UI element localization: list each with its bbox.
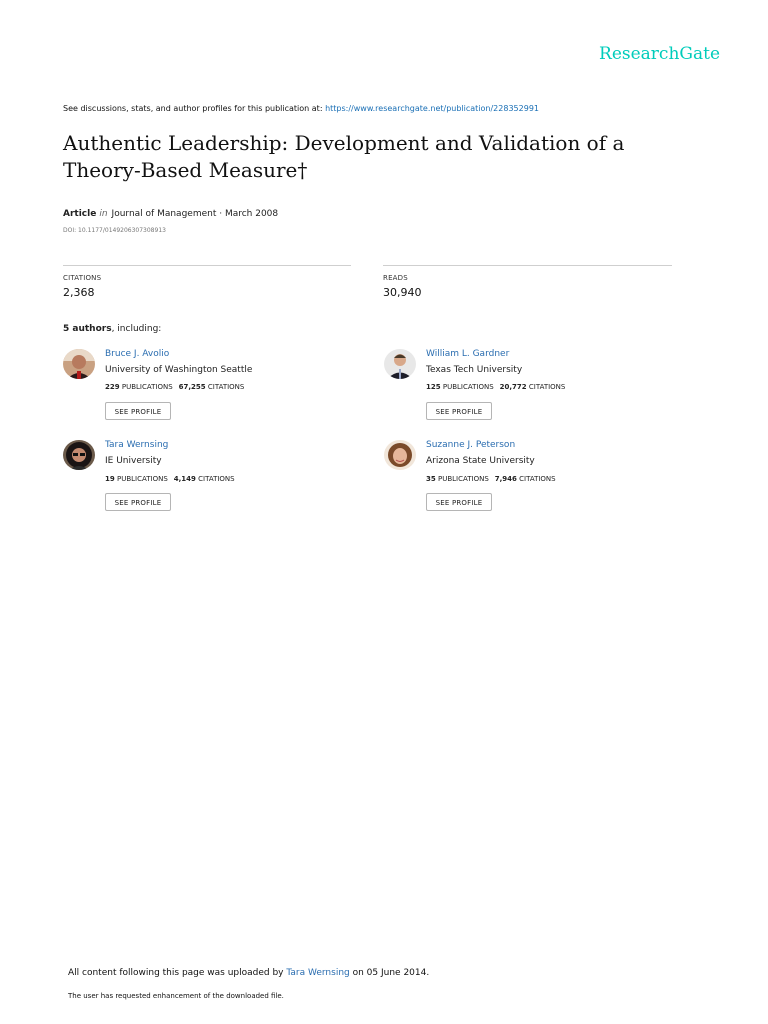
author-name[interactable]: William L. Gardner <box>426 349 510 359</box>
citations-label: CITATIONS <box>63 274 102 282</box>
publications-count: 35 <box>426 475 436 483</box>
citations-divider <box>63 265 351 266</box>
author-institution: IE University <box>105 456 162 466</box>
publications-count: 125 <box>426 383 441 391</box>
discussion-prefix: See discussions, stats, and author profiles for this publication at: <box>63 104 326 113</box>
citations-count: 20,772 <box>499 383 527 391</box>
citations-count: 67,255 <box>178 383 206 391</box>
avatar-photo-suzanne <box>384 440 416 470</box>
publications-count: 229 <box>105 383 120 391</box>
citations-label: CITATIONS <box>207 383 245 391</box>
citations-label: CITATIONS <box>519 475 556 483</box>
avatar[interactable] <box>63 349 95 379</box>
in-label: in <box>99 209 108 219</box>
author-institution: Arizona State University <box>426 456 535 466</box>
title-line-2: Theory-Based Measure† <box>63 158 308 182</box>
citations-count: 4,149 <box>173 475 196 483</box>
authors-count: 5 authors <box>63 324 112 334</box>
enhancement-note: The user has requested enhancement of the downloaded file. <box>68 992 284 1000</box>
avatar[interactable] <box>63 440 95 470</box>
reads-label: READS <box>383 274 408 282</box>
title-line-1: Authentic Leadership: Development and Validation of a <box>63 131 625 155</box>
author-institution: Texas Tech University <box>426 365 523 375</box>
publication-title <box>63 130 703 184</box>
upload-suffix: on 05 June 2014. <box>349 968 430 978</box>
authors-heading <box>63 324 161 334</box>
discussion-note <box>63 104 539 113</box>
upload-prefix: All content following this page was uploaded by <box>68 968 287 978</box>
see-profile-button[interactable]: SEE PROFILE <box>105 402 171 420</box>
publication-meta <box>63 209 278 219</box>
see-profile-button[interactable]: SEE PROFILE <box>105 493 171 511</box>
author-institution: University of Washington Seattle <box>105 365 253 375</box>
author-stats <box>105 475 235 483</box>
avatar-photo-tara <box>63 440 95 470</box>
article-type: Article <box>63 209 97 219</box>
author-stats <box>426 475 556 483</box>
publications-label: PUBLICATIONS <box>442 383 494 391</box>
journal-date: Journal of Management · March 2008 <box>111 209 279 219</box>
avatar[interactable] <box>384 349 416 379</box>
avatar-photo-william <box>384 349 416 379</box>
avatar-photo-bruce <box>63 349 95 379</box>
author-name[interactable]: Tara Wernsing <box>105 440 169 450</box>
citations-count: 7,946 <box>494 475 517 483</box>
publications-label: PUBLICATIONS <box>121 383 173 391</box>
authors-suffix: , including: <box>111 324 162 334</box>
author-stats <box>426 383 565 391</box>
citations-label: CITATIONS <box>198 475 235 483</box>
reads-divider <box>383 265 672 266</box>
author-name[interactable]: Bruce J. Avolio <box>105 349 170 359</box>
see-profile-button[interactable]: SEE PROFILE <box>426 493 492 511</box>
author-name[interactable]: Suzanne J. Peterson <box>426 440 516 450</box>
publications-label: PUBLICATIONS <box>116 475 168 483</box>
publications-count: 19 <box>105 475 115 483</box>
see-profile-button[interactable]: SEE PROFILE <box>426 402 492 420</box>
citations-label: CITATIONS <box>528 383 566 391</box>
publications-label: PUBLICATIONS <box>437 475 489 483</box>
avatar[interactable] <box>384 440 416 470</box>
reads-value: 30,940 <box>383 286 422 299</box>
uploader-link[interactable]: Tara Wernsing <box>286 968 350 978</box>
author-stats <box>105 383 244 391</box>
publication-link[interactable]: https://www.researchgate.net/publication/228352991 <box>325 104 539 113</box>
researchgate-logo[interactable]: ResearchGate <box>599 44 720 64</box>
upload-note <box>68 968 429 978</box>
doi: DOI: 10.1177/0149206307308913 <box>63 227 166 234</box>
citations-value: 2,368 <box>63 286 95 299</box>
